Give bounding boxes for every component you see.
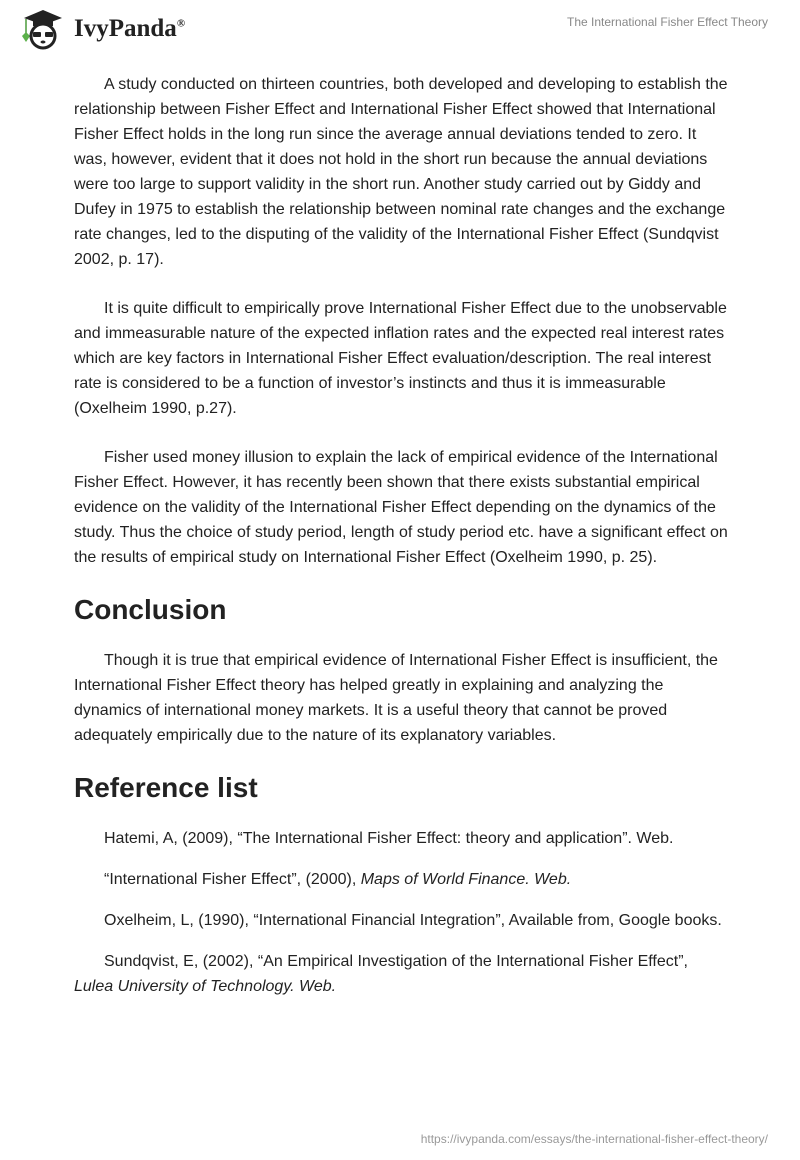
- body-paragraph: Fisher used money illusion to explain the lack of empirical evidence of the International Fisher Effect. However, it has recently been shown that there exists substantial empirical evidence on the validity of the International Fisher Effect depending on the dynamics of the study. Thus the choice of study period, length of study period etc. have a significant effect on the results of empirical study on International Fisher Effect (Oxelheim 1990, p. 25).: [74, 449, 728, 566]
- page-header: [0, 0, 800, 50]
- reference-item: Sundqvist, E, (2002), “An Empirical Investigation of the International Fisher Effect”, Lulea University of Technology. Web.: [74, 953, 688, 995]
- logo-text: IvyPanda®: [74, 15, 186, 42]
- document-title: The International Fisher Effect Theory: [567, 15, 768, 29]
- essay-content: [74, 72, 730, 1015]
- conclusion-heading: Conclusion: [74, 594, 227, 625]
- reference-item: Hatemi, A, (2009), “The International Fisher Effect: theory and application”. Web.: [104, 830, 674, 847]
- panda-graduate-icon: [18, 8, 68, 50]
- conclusion-paragraph: Though it is true that empirical evidence of International Fisher Effect is insufficient, the International Fisher Effect theory has helped greatly in explaining and analyzing the dynamics of international money markets. It is a useful theory that cannot be proved adequately empirically due to the nature of its explanatory variables.: [74, 652, 718, 744]
- body-paragraph: It is quite difficult to empirically prove International Fisher Effect due to the unobservable and immeasurable nature of the expected inflation rates and the expected real interest rates which are key factors in International Fisher Effect evaluation/description. The real interest rate is considered to be a function of investor’s instincts and thus it is immeasurable (Oxelheim 1990, p.27).: [74, 300, 727, 417]
- reference-item: Oxelheim, L, (1990), “International Financial Integration”, Available from, Google books.: [104, 912, 722, 929]
- ivypanda-logo[interactable]: [18, 8, 185, 50]
- page-url[interactable]: https://ivypanda.com/essays/the-international-fisher-effect-theory/: [420, 1132, 768, 1146]
- body-paragraph: A study conducted on thirteen countries, both developed and developing to establish the relationship between Fisher Effect and International Fisher Effect showed that International Fisher Effect holds in the long run since the average annual deviations tended to zero. It was, however, evident that it does not hold in the short run because the annual deviations were too large to support validity in the short run. Another study carried out by Giddy and Dufey in 1975 to establish the relationship between nominal rate changes and the exchange rate changes, led to the disputing of the validity of the International Fisher Effect (Sundqvist 2002, p. 17).: [74, 76, 728, 268]
- reference-item: “International Fisher Effect”, (2000), Maps of World Finance. Web.: [104, 871, 572, 888]
- references-heading: Reference list: [74, 772, 258, 803]
